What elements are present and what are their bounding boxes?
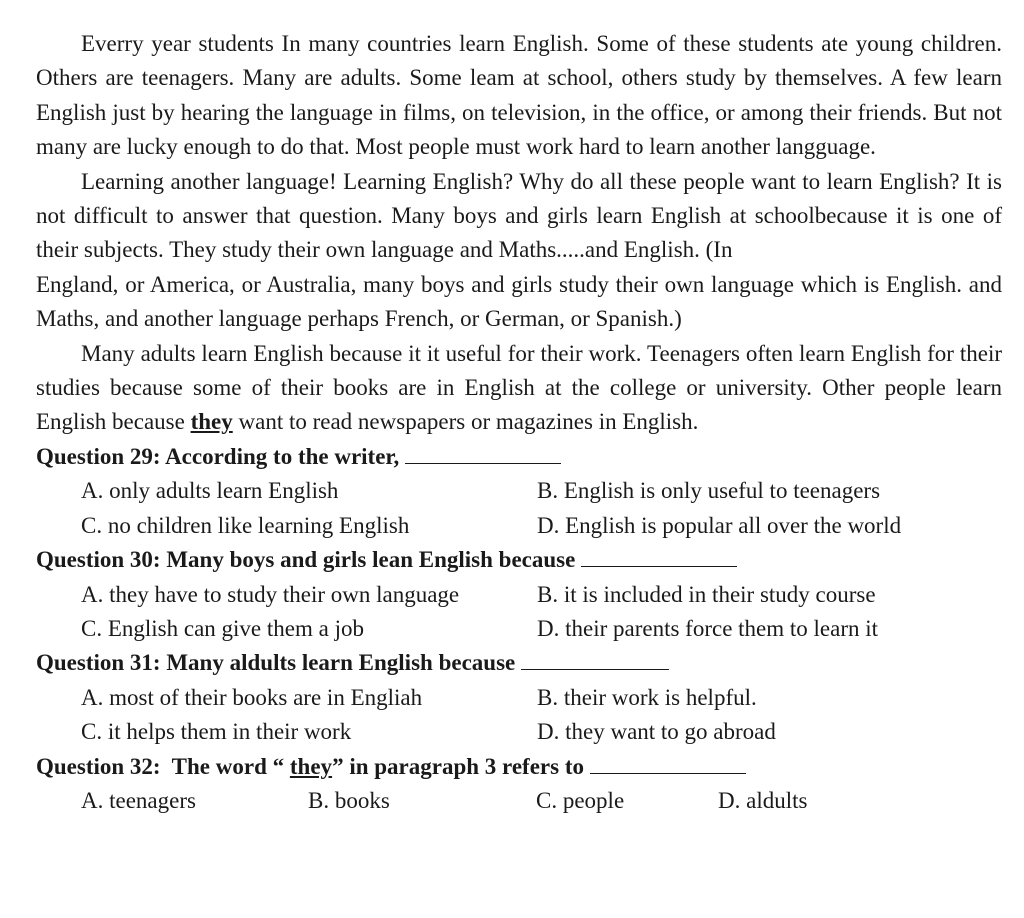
question-32-option-c[interactable]: C. people [536,787,625,813]
question-30-options-row-1 [36,578,1002,612]
question-31-option-c[interactable]: C. it helps them in their work [81,719,352,745]
passage-paragraph-3-text-after: want to read newspapers or magazines in English. [232,409,699,435]
question-32-text-after: ” in paragraph 3 refers to [332,753,584,779]
passage-paragraph-3-text-before: Many adults learn English because it it useful for their work. Teenagers often learn English for their studies because some of their books are in English at the college or university. Other people learn English because [36,340,1002,435]
answer-blank [590,751,746,774]
question-29-option-c[interactable]: C. no children like learning English [81,512,410,538]
question-32-option-a[interactable]: A. teenagers [81,787,196,813]
question-30-title [36,543,1002,577]
question-32-keyword: they [289,753,333,779]
question-29-options-row-2 [36,509,1002,543]
question-31-option-a[interactable]: A. most of their books are in Engliah [81,684,423,710]
question-30-text: Question 30: Many boys and girls lean English because [36,547,576,573]
question-29-option-a[interactable]: A. only adults learn English [81,478,339,504]
question-31-option-b[interactable]: B. their work is helpful. [537,684,757,710]
question-30-options-row-2 [36,612,1002,646]
question-29-option-b[interactable]: B. English is only useful to teenagers [537,478,881,504]
answer-blank [581,544,737,567]
question-29-options-row-1 [36,474,1002,508]
question-32-options-row [36,784,1002,818]
question-30-option-d[interactable]: D. their parents force them to learn it [537,615,879,641]
passage-paragraph-3 [36,337,1002,440]
question-29-option-d[interactable]: D. English is popular all over the world [537,512,902,538]
question-32-title [36,750,1002,784]
question-30-option-b[interactable]: B. it is included in their study course [537,581,876,607]
question-30-option-c[interactable]: C. English can give them a job [81,615,364,641]
question-31-options-row-2 [36,715,1002,749]
question-31-text: Question 31: Many aldults learn English because [36,650,516,676]
referent-word-they: they [190,409,233,435]
question-29-title [36,440,1002,474]
passage-paragraph-1: Everry year students In many countries learn English. Some of these students ate young children. Others are teenagers. Many are adults. Some leam at school, others study by themselves. A few learn English just by hearing the language in films, on television, in the office, or among their friends. But not many are lucky enough to do that. Most people must work hard to learn another langguage. [36,31,1002,160]
question-29-text: Question 29: According to the writer, [36,443,400,469]
answer-blank [405,441,561,464]
question-31-title [36,646,1002,680]
question-30-option-a[interactable]: A. they have to study their own language [81,581,460,607]
question-32-option-d[interactable]: D. aldults [718,787,808,813]
passage-paragraph-2: Learning another language! Learning English? Why do all these people want to learn English? It is not difficult to answer that question. Many boys and girls learn English at schoolbecause it is one of their subjects. They study their own language and Maths.....and English. (In [36,168,1002,263]
answer-blank [521,647,669,670]
question-32-option-b[interactable]: B. books [308,787,390,813]
question-31-options-row-1 [36,681,1002,715]
passage-paragraph-2-continued: England, or America, or Australia, many boys and girls study their own language which is English. and Maths, and another language perhaps French, or German, or Spanish.) [36,271,1002,332]
question-32-text-before: Question 32: The word “ [36,753,290,779]
question-31-option-d[interactable]: D. they want to go abroad [537,719,776,745]
